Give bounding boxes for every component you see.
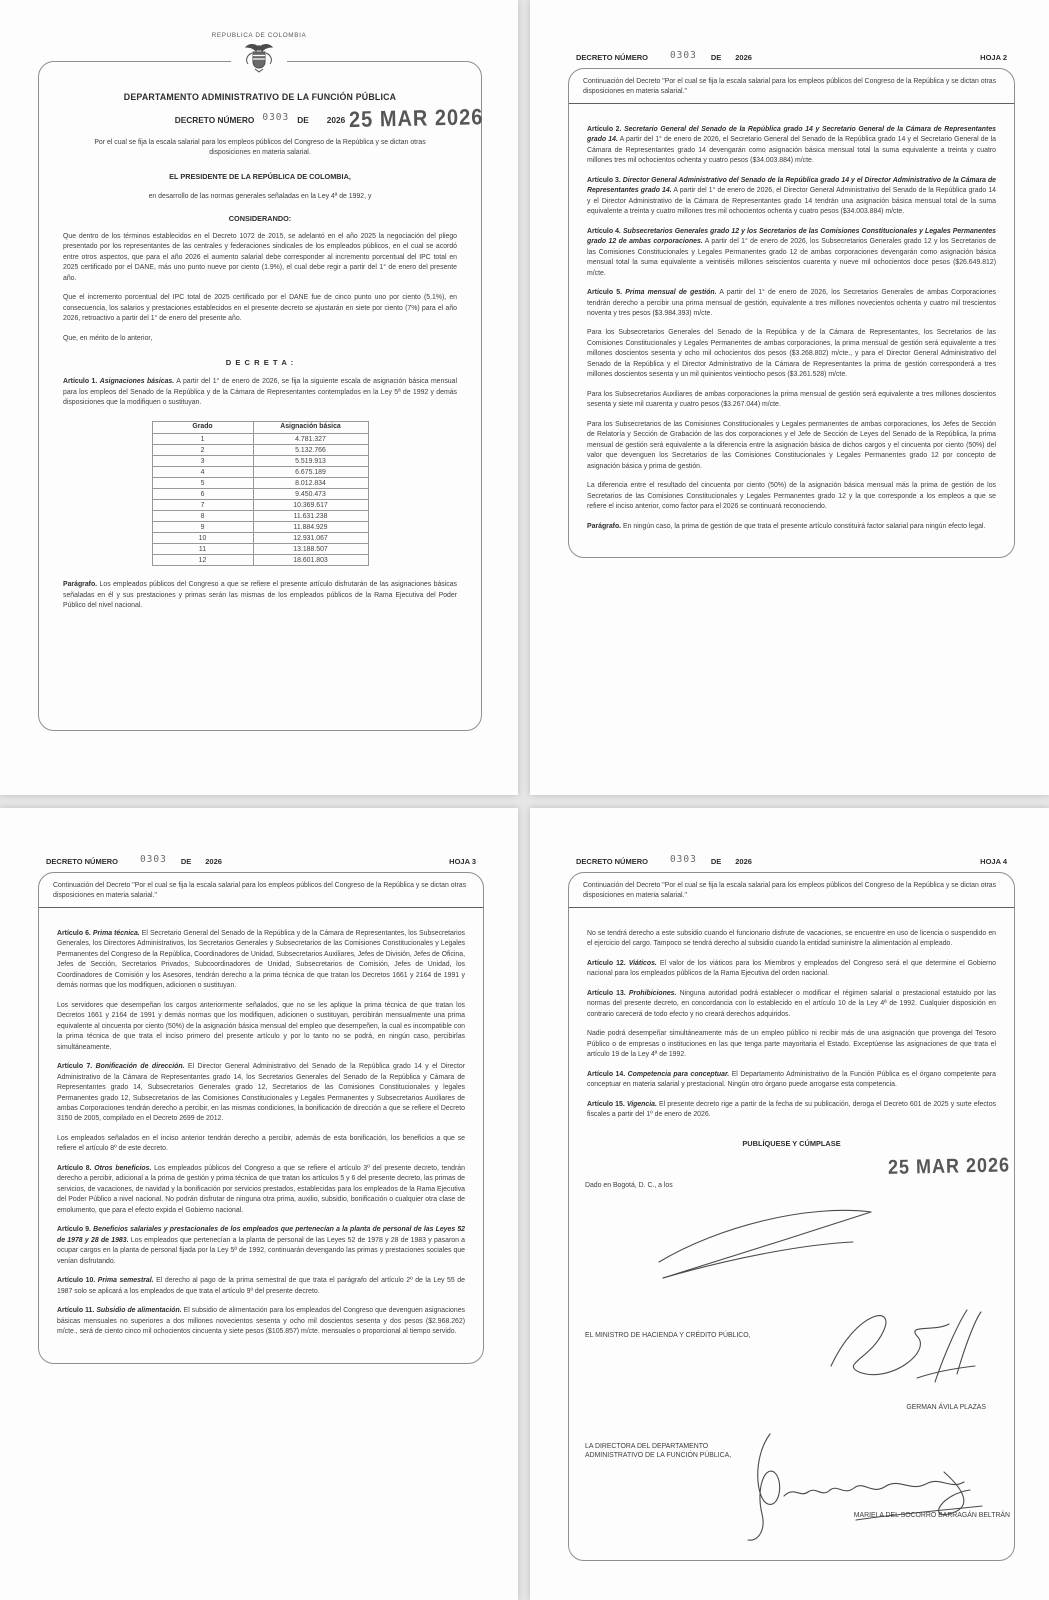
article-number: Artículo 10.: [57, 1277, 96, 1285]
paragraph: [63, 293, 457, 324]
column-header-grado: Grado: [152, 421, 253, 434]
paragrafo-article-1: [63, 580, 457, 611]
paragraph: [57, 929, 465, 992]
table-cell: 9: [152, 522, 253, 533]
page1-frame: [38, 61, 482, 731]
director-title-line1: LA DIRECTORA DEL DEPARTAMENTO: [585, 1442, 709, 1450]
paragraph: [57, 1276, 465, 1297]
article-text: Los empleados públicos del Congreso a que se refiere el presente artículo disfrutarán de las asignaciones básicas señaladas en él y sus prestaciones y primas serán las mismas de los empleados públicos de la Rama Ejecutiva del Poder Público del nivel nacional.: [63, 581, 457, 610]
article-text: El valor de los viáticos para los Miembros y empleados del Congreso será el que determine el Gobierno nacional para los empleados públicos de la Rama Ejecutiva del orden nacional.: [587, 959, 997, 978]
director-name: MARIELA DEL SOCORRO BARRAGÁN BELTRÁN: [853, 1511, 1010, 1519]
article-text: El Director General Administrativo del Senado de la República grado 14 y el Director Administrativo de la Cámara de Representantes grado 14, los Secretarios Generales del Senado de la República y Cámara de Representantes grado 14, Subsecretarios Generales grado 12, Secretarios de las Comisiones Constitucionales y legales Permanentes grado 12, Subsecretarios de las Comisiones Constitucionales y Legales Permanentes y Subsecretarios Auxiliares de ambas Corporaciones tendrán derecho a percibir, en las mismas condiciones, la bonificación de dirección a que se refiere el Decreto 3150 de 2005, compilado en el Decreto 2699 de 2012.: [57, 1063, 465, 1123]
decree-number: 0303: [669, 50, 697, 61]
table-row: [152, 522, 368, 533]
article-text: Para los Subsecretarios Generales del Senado de la República y de la Cámara de Representantes, los Secretarios de las Comisiones Constitucionales y Legales Permanentes de ambas corporaciones, la prima mensual de gestión será equivalente a tres millones doscientos sesenta y ocho mil ochocientos dos pesos ($3.268.802) m/cte., y para el Director General Administrativo del Senado de la República y el Director Administrativo de la Cámara de Representantes la prima de gestión corresponderá a tres millones doscientos sesenta y un mil quinientos veintiocho pesos ($3.261.528) m/cte.: [587, 329, 996, 379]
republic-header: REPUBLICA DE COLOMBIA: [211, 32, 307, 39]
page3-body: [39, 908, 483, 1338]
paragraph: [63, 580, 457, 611]
table-cell: 18.601.803: [253, 555, 368, 566]
presidential-signature: [649, 1196, 884, 1286]
article-text: Que, en mérito de lo anterior,: [63, 334, 153, 342]
intro-line: en desarrollo de las normas generales señaladas en la Ley 4ª de 1992, y: [148, 193, 372, 200]
article-title: Beneficios salariales y prestacionales de los empleados que pertenecían a la planta de personal de las Leyes 52 de 1978 y 28 de 1983.: [57, 1226, 465, 1244]
article-number: Artículo 6.: [57, 929, 91, 937]
article-text: Nadie podrá desempeñar simultáneamente más de un empleo público ni recibir más de una asignación que provenga del Tesoro Público o de empresas o instituciones en las que tenga parte mayoritaria el Estado. Exceptúense las asignaciones de que trata el artículo 19 de la Ley 4ª de 1992.: [587, 1030, 996, 1059]
article-text: En ningún caso, la prima de gestión de que trata el presente artículo constituirá factor salarial para ningún efecto legal.: [623, 522, 986, 530]
article-text: A partir del 1° de enero de 2026, los Secretarios Generales de ambas Corporaciones tendrán derecho a percibir una prima mensual de gestión, equivalente a tres millones novecientos ochenta y cuatro mil trescientos noventa y tres pesos ($3.984.393) m/cte.: [587, 289, 996, 317]
article-number: Artículo 11.: [57, 1307, 95, 1315]
table-cell: 5.132.766: [253, 445, 368, 456]
table-cell: 1: [152, 434, 253, 445]
table-cell: 12: [152, 555, 253, 566]
paragraph: [587, 288, 996, 319]
signature-area: [569, 1152, 1014, 1544]
decreta-title: D E C R E T A :: [225, 358, 295, 368]
de-label: DE: [710, 857, 722, 866]
decree-subject: Por el cual se fija la escala salarial para los empleos públicos del Congreso de la República y se dictan otras disposiciones en materia salarial.: [94, 139, 426, 156]
article-text: A partir del 1° de enero de 2026, el Director General Administrativo del Senado de la República grado 14 y el Director Administrativo de la Cámara de Representantes grado 14 tendrán una asignación básica mensual total de la suma equivalente a treinta y cuatro millones tres mil ochocientos ochenta y cuatro pesos ($34.003.884) m/cte.: [587, 187, 996, 216]
article-text: Que el incremento porcentual del IPC total de 2025 certificado por el DANE fue de cinco punto uno por ciento (5.1%), en consecuencia, los salarios y prestaciones establecidos en el presente decreto se ajustarán en siete por ciento (7%) para el año 2026, retroactivo a partir del 1° de enero del presente año.: [63, 294, 457, 323]
article-text: A partir del 1° de enero de 2026, se fija la siguiente escala de asignación básica mensual para los empleos del Senado de la República y de la Cámara de Representantes contemplados en la Ley 5ª de 1992 y demás disposiciones que la modifiquen o sustituyan.: [63, 378, 457, 407]
department-title: DEPARTAMENTO ADMINISTRATIVO DE LA FUNCIÓN PÚBLICA: [123, 92, 397, 102]
article-number: Artículo 8.: [57, 1164, 92, 1172]
minister-signature: [817, 1300, 992, 1400]
article-title: Asignaciones básicas.: [99, 378, 175, 386]
table-row: [152, 445, 368, 456]
article-text: Los empleados señalados en el inciso anterior tendrán derecho a percibir, además de esta bonificación, los beneficios a que se refiere el artículo 8º de este decreto.: [57, 1134, 465, 1153]
article-text: La diferencia entre el resultado del cincuenta por ciento (50%) de la asignación básica mensual más la prima de gestión de los Secretarios de las Comisiones Constitucionales y Legales Permanentes grado 12 y la que corresponde a los empleos a que se refiere el inciso anterior, como factor para el 2026 se continuará reconociendo.: [587, 482, 996, 511]
decree-year: 2026: [326, 115, 346, 125]
paragraph: [57, 1134, 465, 1155]
table-cell: 11: [152, 544, 253, 555]
paragraph: [587, 176, 996, 218]
article-text: Para los Subsecretarios Auxiliares de ambas corporaciones la prima mensual de gestión será equivalente a tres millones doscientos sesenta y siete mil cuarenta y cuatro pesos ($3.267.044) m/cte.: [587, 390, 996, 409]
de-label: DE: [180, 857, 192, 866]
paragraph: [587, 989, 996, 1020]
paragraph: [587, 125, 996, 167]
article-text: A partir del 1° de enero de 2026, el Secretario General del Senado de la República grado 14 y el Secretario General de la Cámara de Representantes grado 14 devengarán como asignación básica mensual total la suma equivalente a treinta y cuatro millones tres mil ochocientos ochenta y cuatro pesos ($34.003.884) m/cte.: [587, 136, 996, 165]
article-title: Prima técnica.: [92, 929, 140, 937]
page-number: HOJA 3: [449, 857, 476, 866]
paragraph: [587, 1029, 996, 1060]
table-row: [152, 434, 368, 445]
article-number: Artículo 2.: [587, 125, 622, 133]
minister-name: GERMAN ÁVILA PLAZAS: [906, 1403, 986, 1411]
table-row: [152, 467, 368, 478]
article-title: Director General Administrativo del Senado de la República grado 14 y el Director Administrativo de la Cámara de Representantes grado 14.: [587, 176, 996, 195]
article-number: Artículo 1.: [63, 378, 98, 386]
table-row: [152, 489, 368, 500]
table-row: [152, 555, 368, 566]
decree-number: 0303: [139, 854, 167, 865]
decree-number-line: [63, 105, 484, 133]
paragraph: [587, 390, 996, 411]
director-signature: [706, 1428, 1006, 1548]
article-title: Otros beneficios.: [94, 1164, 152, 1172]
article-number: Parágrafo.: [63, 581, 98, 589]
continuation-note: Continuación del Decreto "Por el cual se fija la escala salarial para los empleos públicos del Congreso de la República y se dictan otras disposiciones en materia salarial.": [569, 69, 1014, 104]
president-title: EL PRESIDENTE DE LA REPÚBLICA DE COLOMBIA,: [169, 172, 351, 181]
page4-body: [569, 908, 1014, 1121]
article-text: El Departamento Administrativo de la Función Pública es el órgano competente para conceptuar en materia salarial y prestacional. Ningún otro órgano puede arrogarse esta competencia.: [587, 1070, 997, 1089]
table-row: [152, 500, 368, 511]
page-1: [0, 0, 518, 795]
article-number: Artículo 13.: [587, 989, 626, 997]
table-cell: 9.450.473: [253, 489, 368, 500]
article-text: El Secretario General del Senado de la República y de la Cámara de Representantes, los Subsecretarios Generales, los Directores Administrativos, los Secretarios Generales y Subsecretarios de las Comisiones Constitucionales y Legales Permanentes del Congreso de la República, Coordinadores de Unidad, Subsecretarios Auxiliares, Jefes de División, Jefes de Oficina, Jefes de Sección, Secretarios Privados, Subcoordinadores de Unidad, Subsecretarios de Comisión, Jefes de Unidad, los Coordinadores de Comisión y los Asesores, tendrán derecho a la prima técnica de que tratan los Decretos 1661 y 2164 de 1991 y demás normas que los modifiquen, adicionen o sustituyan.: [57, 929, 465, 990]
article-title: Prohibiciones.: [628, 989, 677, 997]
page-2: [530, 0, 1049, 795]
table-cell: 4: [152, 467, 253, 478]
page-number: HOJA 2: [980, 53, 1007, 62]
table-row: [152, 533, 368, 544]
table-row: [152, 478, 368, 489]
article-text: El derecho al pago de la prima semestral de que trata el parágrafo del artículo 2º de la Ley 55 de 1987 solo se aplicará a los empleados de que trata el artículo 9º del presente decreto.: [57, 1277, 465, 1295]
paragraph: [587, 1070, 996, 1091]
continuation-note: Continuación del Decreto "Por el cual se fija la escala salarial para los empleos públicos del Congreso de la República y se dictan otras disposiciones en materia salarial.": [569, 873, 1014, 908]
considerando-title: CONSIDERANDO:: [228, 214, 292, 223]
article-number: Artículo 14.: [587, 1070, 626, 1078]
article-number: Artículo 7.: [57, 1063, 93, 1071]
table-cell: 4.781.327: [253, 434, 368, 445]
article-title: Competencia para conceptuar.: [627, 1070, 730, 1078]
publish-order: PUBLÍQUESE Y CÚMPLASE: [742, 1138, 841, 1148]
column-header-asignacion: Asignación básica: [253, 421, 368, 434]
table-cell: 8: [152, 511, 253, 522]
article-text: El presente decreto rige a partir de la fecha de su publicación, deroga el Decreto 601 de 2025 y surte efectos fiscales a partir del 1º de enero de 2026.: [587, 1100, 996, 1119]
paragraph: [57, 1225, 465, 1267]
paragraph: [57, 1164, 465, 1216]
article-text: Para los Subsecretarios de las Comisiones Constitucionales y Legales permanentes de ambas corporaciones, los Jefes de Sección de Relatoría y Sección de Grabación de las dos corporaciones y el Jefe de Sección de Leyes del Senado de la República, la prima mensual de gestión será equivalente a la diferencia entre la asignación básica de dichos cargos y el cincuenta por ciento (50%) del valor que devenguen los Secretarios de las Comisiones Constitucionales y Legales Permanentes grado 12 por concepto de asignación básica y prima de gestión.: [587, 420, 996, 470]
table-cell: 8.012.834: [253, 478, 368, 489]
considerando-paragraphs: [63, 232, 457, 344]
table-cell: 11.884.929: [253, 522, 368, 533]
table-header-row: [152, 421, 368, 434]
table-cell: 5: [152, 478, 253, 489]
continuation-note: Continuación del Decreto "Por el cual se fija la escala salarial para los empleos públicos del Congreso de la República y se dictan otras disposiciones en materia salarial.": [39, 873, 483, 908]
page4-header: [576, 856, 1007, 867]
de-label: DE: [710, 53, 722, 62]
decree-label: DECRETO NÚMERO: [576, 857, 648, 866]
article-text: El subsidio de alimentación para los empleados del Congreso que devenguen asignaciones básicas mensuales no superiores a dos millones novecientos sesenta y ocho mil doscientos sesenta y dos pesos ($2.968.262) m/cte., será de ciento cinco mil ochocientos cincuenta y siete pesos ($105.857) m/cte. mensuales o proporcional al tiempo servido.: [57, 1307, 466, 1336]
de-label: DE: [297, 115, 309, 125]
page2-header: [576, 52, 1007, 63]
paragraph: [587, 929, 996, 950]
article-text: Que dentro de los términos establecidos en el Decreto 1072 de 2015, se adelantó en el año 2025 la negociación del pliego presentado por los representantes de las centrales y federaciones sindicales de los empleados públicos, en el cual se acordó entre otros aspectos, que para el año 2026 el aumento salarial debe corresponder al incremento porcentual del IPC total en 2025 certificado por el DANE, más uno punto nueve por ciento (1.9%), el cual debe regir a partir del 1° de enero del presente año.: [63, 233, 457, 282]
page2-frame: [568, 68, 1015, 558]
table-cell: 10: [152, 533, 253, 544]
article-text: Los servidores que desempeñan los cargos anteriormente señalados, que no se les aplique la prima técnica de que tratan los Decretos 1661 y 2164 de 1991 y demás normas que los modifiquen, adicionen o sustituyan, percibirán mensualmente una prima equivalente al cincuenta por ciento (50%) de la asignación básica mensual del empleo que desempeñen, la cual es incompatible con la prima técnica de que trata el inciso primero del presente artículo y por lo tanto no se podrá, en ningún caso, percibirlas simultáneamente.: [57, 1001, 465, 1051]
page3-header: [46, 856, 476, 867]
article-title: Vigencia.: [626, 1100, 657, 1108]
decree-year: 2026: [735, 857, 752, 866]
coat-of-arms-icon: [231, 42, 287, 76]
table-cell: 3: [152, 456, 253, 467]
page3-frame: [38, 872, 484, 1364]
page-number: HOJA 4: [980, 857, 1007, 866]
table-row: [152, 544, 368, 555]
paragraph: [57, 1306, 465, 1337]
article-number: Artículo 12.: [587, 959, 626, 967]
table-row: [152, 456, 368, 467]
table-cell: 6.675.189: [253, 467, 368, 478]
article-title: Prima mensual de gestión.: [625, 289, 717, 297]
page-3: [0, 808, 518, 1600]
date-stamp: 25 MAR 2026: [348, 105, 484, 133]
article-number: Artículo 3.: [587, 176, 621, 184]
article-number: Artículo 9.: [57, 1226, 91, 1234]
article-number: Artículo 15.: [587, 1100, 625, 1108]
article-title: Bonificación de dirección.: [95, 1063, 185, 1071]
paragraph: [587, 959, 996, 980]
paragraph: [587, 481, 996, 512]
paragraph: [587, 328, 996, 380]
decree-label: DECRETO NÚMERO: [576, 53, 648, 62]
table-cell: 6: [152, 489, 253, 500]
paragraph: [587, 522, 996, 532]
article-text: No se tendrá derecho a este subsidio cuando el funcionario disfrute de vacaciones, se encuentre en uso de licencia o suspendido en el ejercicio del cargo. Tampoco se tendrá derecho al subsidio cuando la entidad suministre la alimentación al empleado.: [587, 929, 996, 948]
article-title: Secretario General del Senado de la República grado 14 y Secretario General de la Cámara de Representantes grado 14.: [587, 125, 996, 144]
article-title: Subsecretarios Generales grado 12 y los Secretarios de las Comisiones Constitucionales y Legales Permanentes grado 12 de ambas corporaciones.: [587, 227, 996, 246]
salary-scale-table: [152, 421, 369, 567]
decree-number: 0303: [669, 854, 697, 865]
page4-frame: [568, 872, 1015, 1561]
paragraph: [63, 232, 457, 284]
table-row: [152, 511, 368, 522]
paragraph: [587, 420, 996, 472]
table-cell: 10.369.617: [253, 500, 368, 511]
decree-year: 2026: [735, 53, 752, 62]
given-at-line: Dado en Bogotá, D. C., a los: [585, 1181, 673, 1189]
article-text: Ninguna autoridad podrá establecer o modificar el régimen salarial o prestacional estatuido por las normas del presente decreto, en concordancia con lo establecido en el artículo 10 de la Ley 4ª de 1992. Cualquier disposición en contrario carecerá de todo efecto y no creará derechos adquiridos.: [587, 989, 996, 1018]
page-4: [530, 808, 1049, 1600]
article-text: Los empleados que pertenecían a la planta de personal de las Leyes 52 de 1978 y 28 de 1983 y pasaron a ocupar cargos en la planta de personal fijada por la Ley 5ª de 1992, continuarán devengando las primas y prestaciones sociales que venían disfrutando.: [57, 1236, 465, 1265]
director-title-line2: ADMINISTRATIVO DE LA FUNCIÓN PÚBLICA,: [585, 1452, 732, 1460]
table-cell: 13.188.507: [253, 544, 368, 555]
article-number: Parágrafo.: [587, 522, 622, 530]
article-number: Artículo 5.: [587, 289, 623, 297]
article-title: Subsidio de alimentación.: [96, 1307, 182, 1315]
paragraph: [63, 334, 457, 344]
article-text: A partir del 1° de enero de 2026, los Subsecretarios Generales grado 12 y los Secretarios de las Comisiones Constitucionales y Legales Permanentes grado 12 de ambas corporaciones devengarán como asignación básica mensual total la suma equivalente a veintiséis millones seiscientos cuarenta y nueve mil ochocientos doce pesos ($26.649.812) m/cte.: [587, 238, 996, 277]
article-title: Viáticos.: [628, 959, 657, 967]
page2-body: [569, 104, 1014, 533]
paragraph: [587, 227, 996, 279]
decree-year: 2026: [205, 857, 222, 866]
decree-number: 0303: [262, 112, 290, 123]
paragraph: [57, 1001, 465, 1053]
paragraph: [587, 1100, 996, 1121]
table-cell: 5.519.913: [253, 456, 368, 467]
article-number: Artículo 4.: [587, 227, 621, 235]
minister-title: EL MINISTRO DE HACIENDA Y CRÉDITO PÚBLICO,: [585, 1331, 751, 1339]
table-cell: 7: [152, 500, 253, 511]
decree-label: DECRETO NÚMERO: [46, 857, 118, 866]
article-1: [63, 377, 457, 408]
paragraph: [63, 377, 457, 408]
paragraph: [57, 1062, 465, 1125]
table-cell: 12.931.067: [253, 533, 368, 544]
article-title: Prima semestral.: [97, 1277, 154, 1285]
date-stamp: 25 MAR 2026: [887, 1152, 1011, 1178]
decree-label: DECRETO NÚMERO: [174, 115, 255, 125]
table-cell: 11.631.238: [253, 511, 368, 522]
article-text: Los empleados públicos del Congreso a que se refiere el artículo 3º del presente decreto, tendrán derecho a percibir, adicional a la prima de gestión y prima técnica de que tratan los artículos 5 y 6 del presente decreto, las primas de servicios, de vacaciones, de navidad y la bonificación por servicios prestados, establecidas para los empleados de la Rama Ejecutiva del Poder Público a nivel nacional. No podrán disfrutar de ninguna otra prima, auxilio, subsidio, bonificación o cualquier otra clase de emolumento, que para el efecto expida el Gobierno nacional.: [57, 1164, 465, 1214]
table-cell: 2: [152, 445, 253, 456]
